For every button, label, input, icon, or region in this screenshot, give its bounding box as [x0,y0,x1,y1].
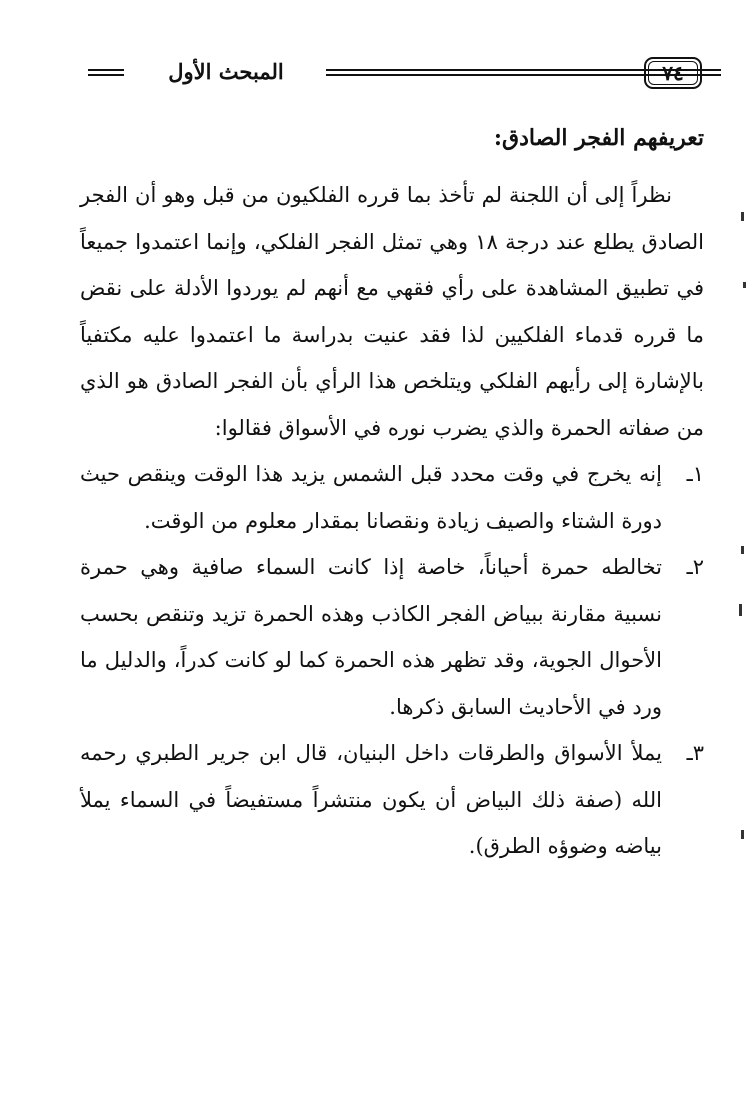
list-item [80,451,704,544]
scan-margin-mark [741,212,744,221]
list-item [80,544,704,730]
list-item-number: ٣ـ [686,741,704,765]
list-item-text: إنه يخرج في وقت محدد قبل الشمس يزيد هذا الوقت وينقص حيث دورة الشتاء والصيف زيادة ونقصانا بمقدار معلوم من الوقت. [80,462,662,533]
chapter-title: المبحث الأول [168,59,284,84]
page-number-text: ٧٤ [662,61,684,85]
page-content [80,118,704,870]
list-item [80,730,704,870]
section-heading: تعريفهم الفجر الصادق: [493,125,704,151]
list-item-number: ٢ـ [686,555,704,579]
numbered-list [80,451,704,870]
list-item-text: يملأ الأسواق والطرقات داخل البنيان، قال ابن جرير الطبري رحمه الله (صفة ذلك البياض أن يكون منتشراً مستفيضاً في السماء يملأ بياضه وضوؤه الطرق). [80,741,662,858]
list-item-number: ١ـ [686,462,704,486]
page-number [644,57,702,89]
page-header [82,55,714,95]
intro-paragraph: نظراً إلى أن اللجنة لم تأخذ بما قرره الفلكيون من قبل وهو أن الفجر الصادق يطلع عند درجة ١٨ وهي تمثل الفجر الفلكي، وإنما اعتمدوا جميعاً في تطبيق المشاهدة على رأي فقهي مع أنهم لم يوردوا الأدلة على نقض ما قرره قدماء الفلكيين لذا فقد عنيت بدراسة ما اعتمدوا عليه مكتفياً بالإشارة إلى رأيهم الفلكي ويتلخص هذا الرأي بأن الفجر الصادق هو الذي من صفاته الحمرة والذي يضرب نوره في الأسواق فقالوا: [80,183,705,440]
header-rule-right [705,69,714,76]
header-rule-left [88,69,124,76]
scan-margin-mark [739,604,742,616]
list-item-text: تخالطه حمرة أحياناً، خاصة إذا كانت السماء صافية وهي حمرة نسبية مقارنة ببياض الفجر الكاذب وهذه الحمرة تزيد وتنقص بحسب الأحوال الجوية، وقد تظهر هذه الحمرة كما لو كانت كدراً، والدليل ما ورد في الأحاديث السابق ذكرها. [80,555,662,719]
scan-margin-mark [743,282,746,288]
scan-margin-mark [741,830,744,839]
scan-margin-mark [741,546,744,554]
